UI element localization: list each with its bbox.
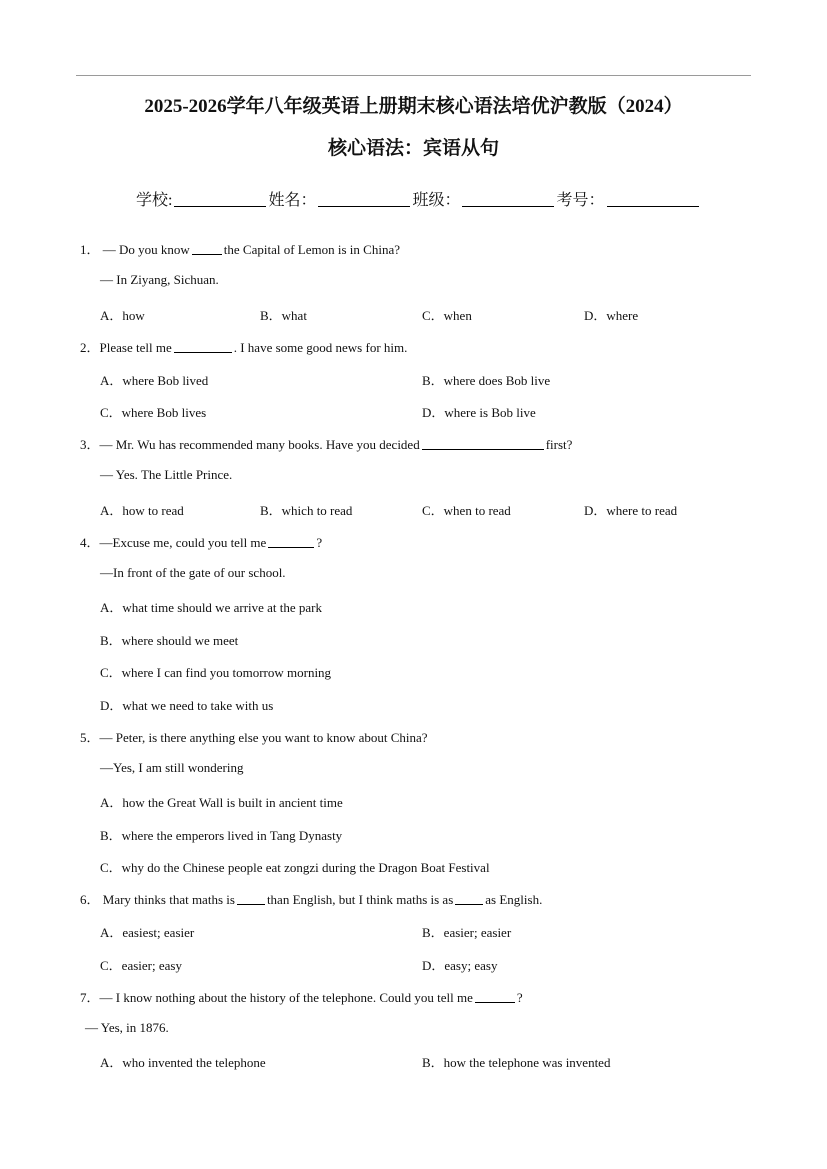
answer-blank	[455, 892, 483, 905]
document-title: 2025-2026学年八年级英语上册期末核心语法培优沪教版（2024）	[144, 96, 683, 117]
option[interactable]: C．when to read	[422, 503, 511, 518]
document-subtitle: 核心语法：宾语从句	[327, 138, 499, 159]
question-stem: 2．Please tell me . I have some good news for him.	[80, 340, 408, 355]
answer-blank	[174, 340, 232, 353]
school-label: 学校:	[136, 192, 173, 209]
question-number: 1．	[80, 242, 100, 257]
answer-blank	[237, 892, 265, 905]
option[interactable]: A．how the Great Wall is built in ancient time	[100, 795, 343, 810]
option[interactable]: A．easiest; easier	[100, 925, 195, 940]
student-info-row	[136, 187, 701, 210]
option[interactable]: B．where the emperors lived in Tang Dynasty	[100, 828, 343, 843]
option[interactable]: A．how to read	[100, 503, 184, 518]
option[interactable]: B．easier; easier	[422, 925, 512, 940]
option[interactable]: C．where I can find you tomorrow morning	[100, 665, 332, 680]
dialogue-reply: —In front of the gate of our school.	[100, 565, 286, 580]
answer-blank	[422, 437, 544, 450]
option[interactable]: D．what we need to take with us	[100, 698, 274, 713]
question-stem: 1． — Do you know the Capital of Lemon is in China?	[80, 242, 400, 257]
option[interactable]: C．when	[422, 308, 472, 323]
question-stem: 5．— Peter, is there anything else you want to know about China?	[80, 730, 428, 745]
question-number: 6．	[80, 892, 100, 907]
name-field[interactable]	[318, 190, 410, 207]
question-stem: 4．—Excuse me, could you tell me ?	[80, 535, 323, 550]
dialogue-reply: — In Ziyang, Sichuan.	[100, 272, 219, 287]
option[interactable]: B．where does Bob live	[422, 373, 551, 388]
option[interactable]: C．easier; easy	[100, 958, 182, 973]
option[interactable]: C．why do the Chinese people eat zongzi during the Dragon Boat Festival	[100, 860, 490, 875]
question-number: 4．	[80, 535, 100, 550]
class-label: 班级：	[412, 192, 461, 209]
question-number: 2．	[80, 340, 100, 355]
dialogue-reply: — Yes, in 1876.	[85, 1020, 169, 1035]
answer-blank	[192, 242, 222, 255]
question-number: 3．	[80, 437, 100, 452]
class-field[interactable]	[462, 190, 554, 207]
question-stem: 6． Mary thinks that maths is than English, but I think maths is as as English.	[80, 892, 543, 907]
option[interactable]: D．where is Bob live	[422, 405, 536, 420]
option[interactable]: B．where should we meet	[100, 633, 239, 648]
option[interactable]: D．where to read	[584, 503, 678, 518]
option[interactable]: C．where Bob lives	[100, 405, 207, 420]
question-number: 5．	[80, 730, 100, 745]
question-number: 7．	[80, 990, 100, 1005]
header-rule	[76, 75, 751, 76]
dialogue-reply: —Yes, I am still wondering	[100, 760, 244, 775]
option[interactable]: B．what	[260, 308, 307, 323]
option[interactable]: D．where	[584, 308, 639, 323]
question-stem: 7．— I know nothing about the history of the telephone. Could you tell me ?	[80, 990, 523, 1005]
school-field[interactable]	[174, 190, 266, 207]
option[interactable]: A．how	[100, 308, 145, 323]
answer-blank	[475, 990, 515, 1003]
answer-blank	[268, 535, 314, 548]
name-label: 姓名：	[268, 192, 317, 209]
dialogue-reply: — Yes. The Little Prince.	[100, 467, 233, 482]
option[interactable]: B．how the telephone was invented	[422, 1055, 611, 1070]
exam-no-label: 考号：	[556, 192, 605, 209]
option[interactable]: A．what time should we arrive at the park	[100, 600, 323, 615]
exam-no-field[interactable]	[607, 190, 699, 207]
option[interactable]: A．where Bob lived	[100, 373, 209, 388]
option[interactable]: B．which to read	[260, 503, 353, 518]
option[interactable]: D．easy; easy	[422, 958, 498, 973]
option[interactable]: A．who invented the telephone	[100, 1055, 266, 1070]
question-stem: 3．— Mr. Wu has recommended many books. Have you decided first?	[80, 437, 573, 452]
